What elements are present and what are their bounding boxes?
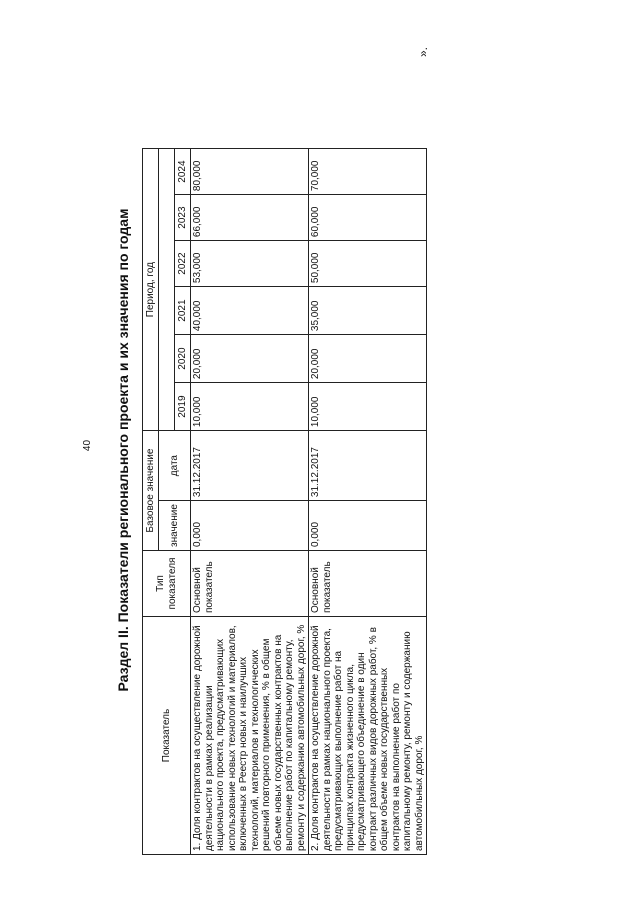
row-value: 66,000: [191, 195, 309, 241]
table-row: [191, 149, 309, 855]
row-value: 40,000: [191, 287, 309, 335]
header-base: Базовое значение: [143, 431, 159, 551]
header-period: Период, год: [143, 149, 159, 431]
section-title: Раздел II. Показатели регионального проекта и их значения по годам: [115, 208, 131, 692]
rotated-page-content: [110, 35, 440, 865]
row-value: 50,000: [309, 241, 427, 287]
row-value: 35,000: [309, 287, 427, 335]
row-value: 20,000: [191, 335, 309, 383]
row-type: Основной показатель: [309, 551, 427, 617]
row-indicator: 2. Доля контрактов на осуществление дорожной деятельности в рамках национального проекта, предусматривающих выполнение работ на принципах контракта жизненного цикла, предусматривающего объединение в один контракт различных видов дорожных работ, % в общем объеме новых государственных контрактов на выполнение работ по капитальному ремонту, ремонту и содержанию автомобильных дорог, %: [309, 617, 427, 855]
header-spacer: [159, 149, 175, 431]
header-year: 2023: [175, 195, 191, 241]
row-value: 70,000: [309, 149, 427, 195]
header-indicator: Показатель: [143, 617, 191, 855]
row-base-value: 0,000: [191, 501, 309, 551]
header-type: Тип показателя: [143, 551, 191, 617]
row-value: 10,000: [309, 383, 427, 431]
header-base-value: значение: [159, 501, 191, 551]
row-base-value: 0,000: [309, 501, 427, 551]
row-value: 60,000: [309, 195, 427, 241]
row-value: 10,000: [191, 383, 309, 431]
header-year: 2020: [175, 335, 191, 383]
header-year: 2024: [175, 149, 191, 195]
closing-quote-mark: ».: [416, 46, 430, 57]
row-type: Основной показатель: [191, 551, 309, 617]
row-value: 80,000: [191, 149, 309, 195]
row-value: 20,000: [309, 335, 427, 383]
row-value: 53,000: [191, 241, 309, 287]
header-row-1: [143, 149, 159, 855]
header-year: 2019: [175, 383, 191, 431]
header-base-date: дата: [159, 431, 191, 501]
indicators-table: [142, 148, 427, 855]
row-indicator: 1. Доля контрактов на осуществление дорожной деятельности в рамках реализации национального проекта, предусматривающих использование новых технологий и материалов, включенных в Реестр новых и наилучших технологий, материалов и технологических решений повторного применения, % в общем объеме новых государственных контрактов на выполнение работ по капитальному ремонту, ремонту и содержанию автомобильных дорог, %: [191, 617, 309, 855]
header-year: 2021: [175, 287, 191, 335]
header-year: 2022: [175, 241, 191, 287]
page-number: 40: [82, 439, 94, 452]
row-base-date: 31.12.2017: [309, 431, 427, 501]
table-row: [309, 149, 427, 855]
row-base-date: 31.12.2017: [191, 431, 309, 501]
